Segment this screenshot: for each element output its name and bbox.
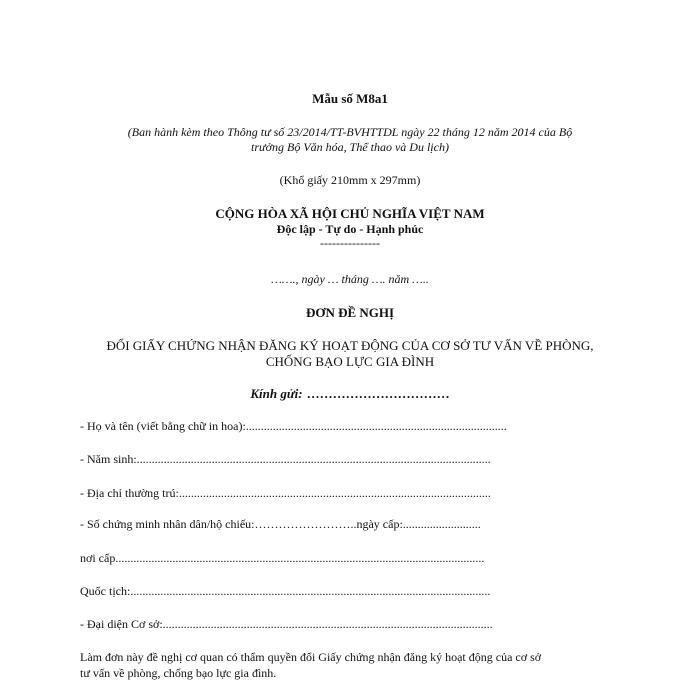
issue-place-field: nơi cấp........................................................................................................................... <box>80 551 485 565</box>
document-title: ĐƠN ĐỀ NGHỊ <box>305 305 395 320</box>
request-line-2: tư vấn về phòng, chống bạo lực gia đình. <box>80 666 277 680</box>
country-name: CỘNG HÒA XÃ HỘI CHỦ NGHĨA VIỆT NAM <box>215 206 485 221</box>
national-motto: Độc lập - Tự do - Hạnh phúc <box>276 222 424 236</box>
representative-field: - Đại diện Cơ sở:.............................................................................................................. <box>80 617 493 631</box>
motto-divider: --------------- <box>320 236 380 250</box>
subject-line-2: CHỐNG BẠO LỰC GIA ĐÌNH <box>265 354 435 369</box>
form-code: Mẫu số M8a1 <box>312 91 388 106</box>
recipient-field: …………………………… <box>306 386 450 401</box>
id-number-field: - Số chứng minh nhân dân/hộ chiếu:……………………..ngày cấp:.......................... <box>80 517 481 531</box>
full-name-field: - Họ và tên (viết bằng chữ in hoa):....................................................................................... <box>80 419 507 433</box>
request-line-1: Làm đơn này đề nghị cơ quan có thẩm quyền đổi Giấy chứng nhận đăng ký hoạt động của cơ sở <box>80 650 542 664</box>
recipient-label: Kính gửi: <box>250 386 303 401</box>
nationality-field: Quốc tịch:........................................................................................................................ <box>80 584 491 598</box>
recipient-line <box>0 385 700 403</box>
address-field: - Địa chỉ thường trú:........................................................................................................ <box>80 486 491 500</box>
subject-line-1: ĐỔI GIẤY CHỨNG NHẬN ĐĂNG KÝ HOẠT ĐỘNG CỦA CƠ SỞ TƯ VẤN VỀ PHÒNG, <box>106 338 594 353</box>
paper-size: (Khổ giấy 210mm x 297mm) <box>279 173 421 187</box>
birth-year-field: - Năm sinh:...................................................................................................................... <box>80 452 491 466</box>
issued-by-line-2: trưởng Bộ Văn hóa, Thể thao và Du lịch) <box>251 140 449 154</box>
issued-by-line-1: (Ban hành kèm theo Thông tư số 23/2014/TT-BVHTTDL ngày 22 tháng 12 năm 2014 của Bộ <box>127 125 573 139</box>
date-line: ……., ngày … tháng …. năm ….. <box>271 272 429 286</box>
